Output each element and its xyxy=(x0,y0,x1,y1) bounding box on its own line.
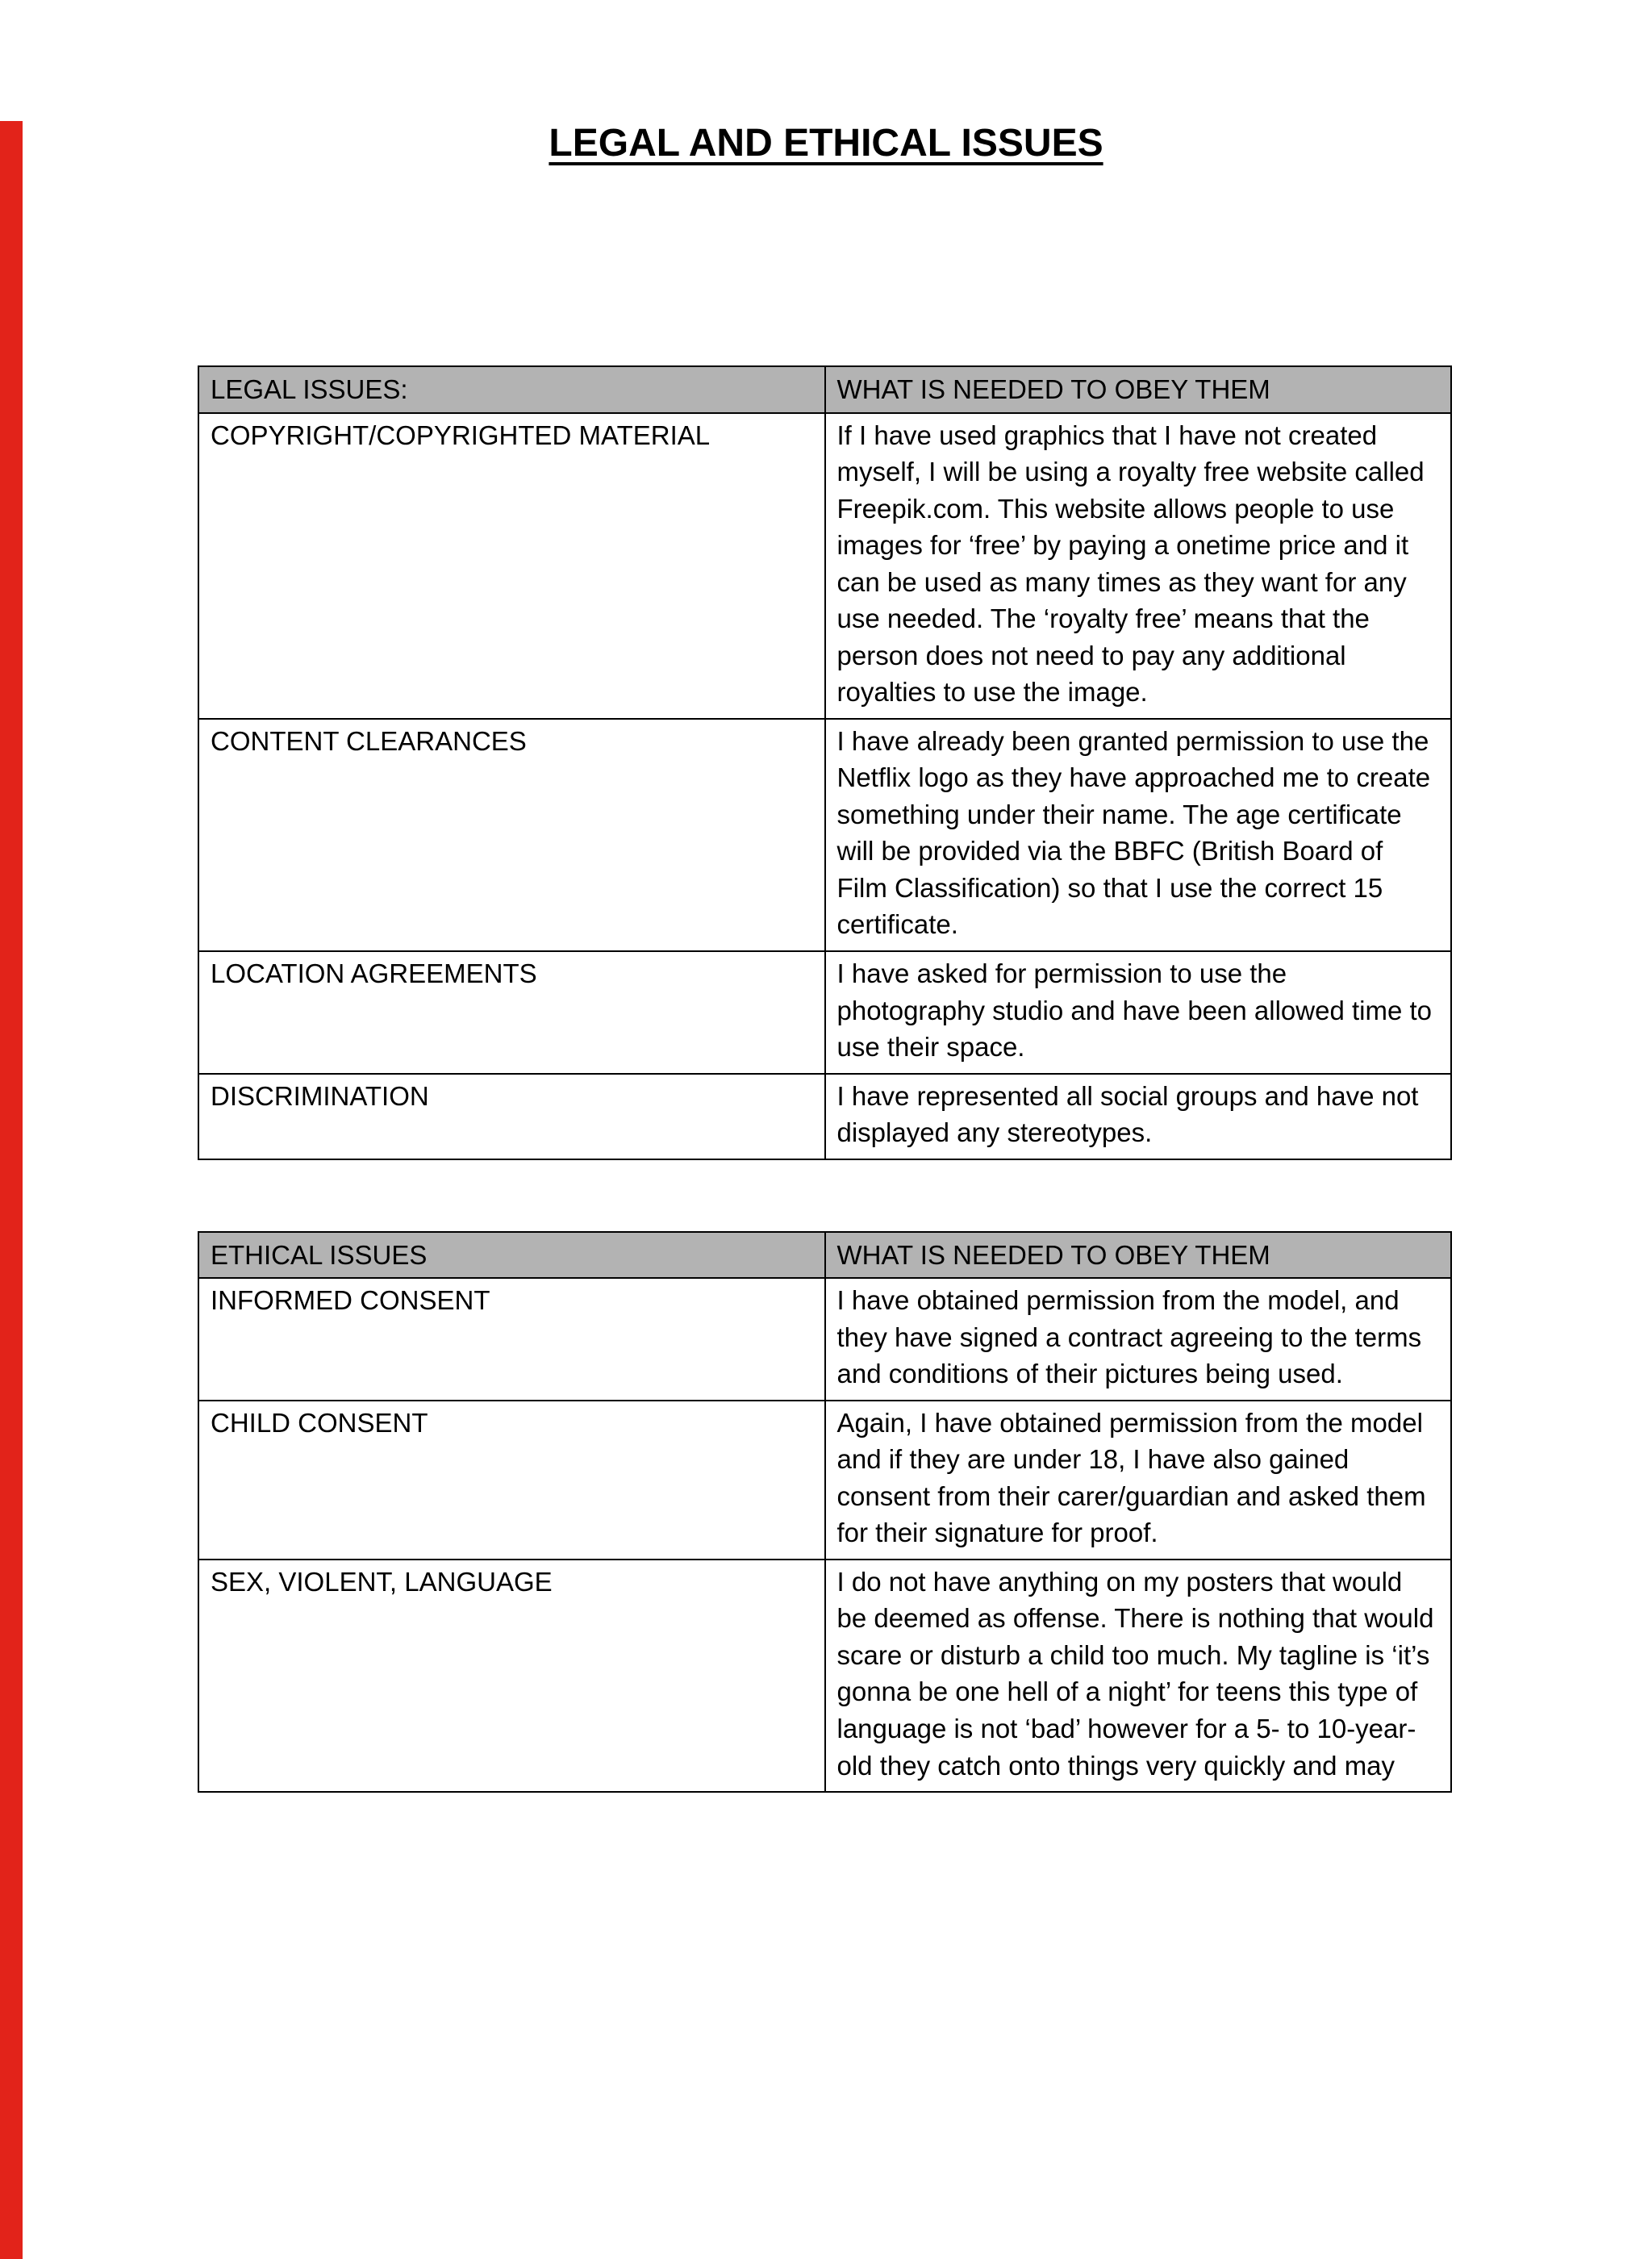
document-page xyxy=(0,121,1652,1793)
ethical-table-header-row xyxy=(198,1232,1451,1279)
ethical-header-issues-cell: ETHICAL ISSUES xyxy=(198,1232,825,1279)
issue-cell: CONTENT CLEARANCES xyxy=(198,719,825,951)
issue-cell: LOCATION AGREEMENTS xyxy=(198,951,825,1074)
table-row-informed-consent xyxy=(198,1278,1451,1401)
detail-cell: I do not have anything on my posters that would be deemed as offense. There is nothing that would scare or disturb a child too much. My tagline is ‘it’s gonna be one hell of a night’ for teens this type of language is not ‘bad’ however for a 5- to 10-year-old they catch onto things very quickly and may xyxy=(825,1560,1452,1792)
ethical-issues-table xyxy=(198,1231,1452,1793)
table-row-copyright xyxy=(198,413,1451,719)
detail-cell: I have already been granted permission to use the Netflix logo as they have approached me to create something under their name. The age certificate will be provided via the BBFC (British Board of Film Classification) so that I use the correct 15 certificate. xyxy=(825,719,1452,951)
detail-cell: I have asked for permission to use the photography studio and have been allowed time to use their space. xyxy=(825,951,1452,1074)
legal-issues-table xyxy=(198,365,1452,1160)
issue-cell: DISCRIMINATION xyxy=(198,1074,825,1159)
detail-cell: I have represented all social groups and have not displayed any stereotypes. xyxy=(825,1074,1452,1159)
table-row-sex-violent-language xyxy=(198,1560,1451,1792)
detail-cell: I have obtained permission from the model, and they have signed a contract agreeing to the terms and conditions of their pictures being used. xyxy=(825,1278,1452,1401)
issue-cell: CHILD CONSENT xyxy=(198,1401,825,1560)
table-row-content-clearances xyxy=(198,719,1451,951)
issue-cell: SEX, VIOLENT, LANGUAGE xyxy=(198,1560,825,1792)
table-row-child-consent xyxy=(198,1401,1451,1560)
legal-table-header-row xyxy=(198,366,1451,413)
issue-cell: INFORMED CONSENT xyxy=(198,1278,825,1401)
legal-header-issues-cell: LEGAL ISSUES: xyxy=(198,366,825,413)
issue-cell: COPYRIGHT/COPYRIGHTED MATERIAL xyxy=(198,413,825,719)
detail-cell: Again, I have obtained permission from the model and if they are under 18, I have also gained consent from their carer/guardian and asked them for their signature for proof. xyxy=(825,1401,1452,1560)
ethical-header-obey-cell: WHAT IS NEEDED TO OBEY THEM xyxy=(825,1232,1452,1279)
left-edge-stripe xyxy=(0,121,23,2259)
page-title: LEGAL AND ETHICAL ISSUES xyxy=(549,122,1103,165)
detail-cell: If I have used graphics that I have not created myself, I will be using a royalty free website called Freepik.com. This website allows people to use images for ‘free’ by paying a onetime price and it can be used as many times as they want for any use needed. The ‘royalty free’ means that the person does not need to pay any additional royalties to use the image. xyxy=(825,413,1452,719)
table-row-discrimination xyxy=(198,1074,1451,1159)
legal-header-obey-cell: WHAT IS NEEDED TO OBEY THEM xyxy=(825,366,1452,413)
table-row-location-agreements xyxy=(198,951,1451,1074)
